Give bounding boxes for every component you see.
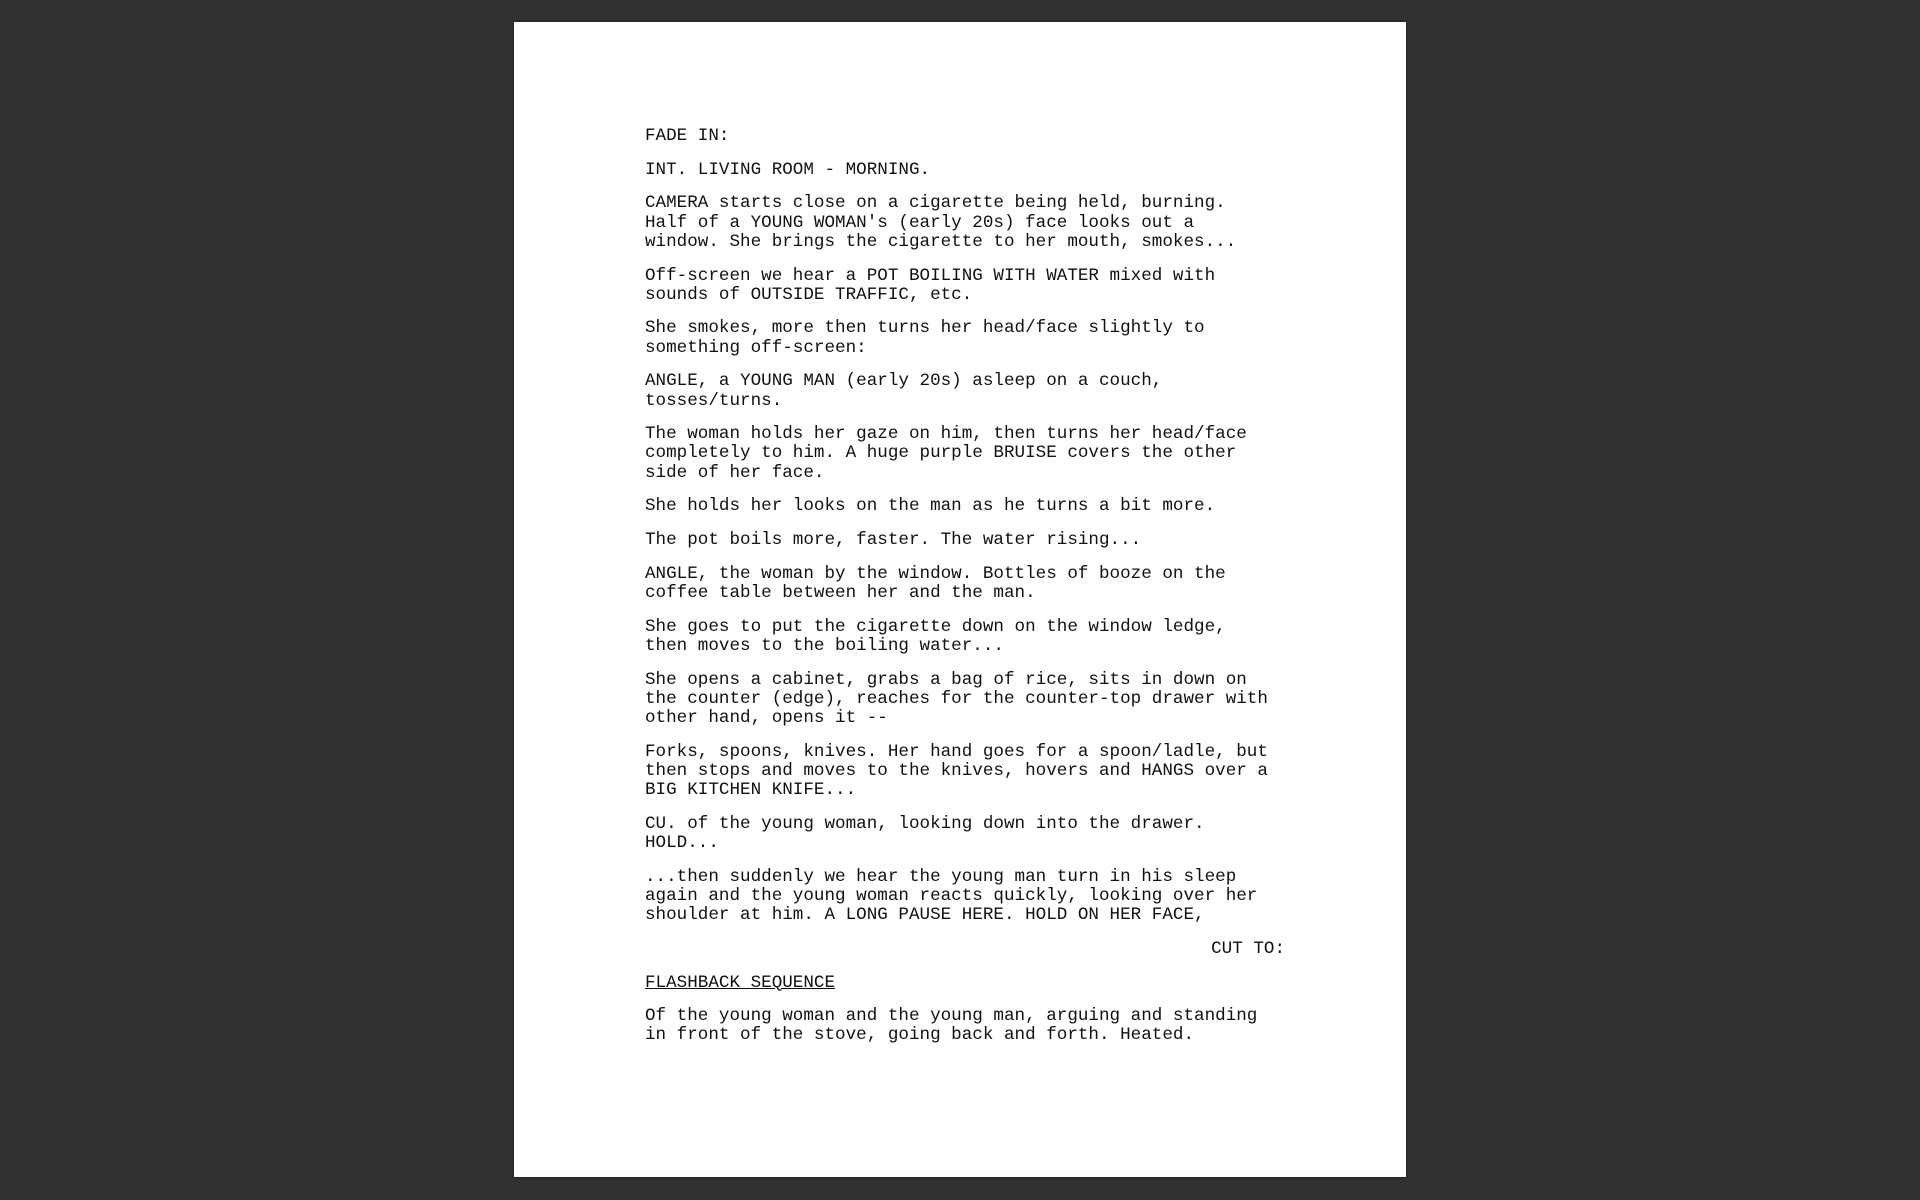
action-paragraph: She goes to put the cigarette down on the window ledge, then moves to the boiling water... <box>645 616 1226 656</box>
sequence-heading <box>645 974 1285 993</box>
script-page <box>514 22 1406 1177</box>
action-paragraph: She holds her looks on the man as he turns a bit more. <box>645 496 1216 517</box>
action-paragraph: The pot boils more, faster. The water rising... <box>645 530 1142 551</box>
action-paragraph: Of the young woman and the young man, arguing and standing in front of the stove, going back and forth. Heated. <box>645 1006 1258 1046</box>
scene-heading: INT. LIVING ROOM - MORNING. <box>645 159 931 180</box>
action-paragraph: Off-screen we hear a POT BOILING WITH WATER mixed with sounds of OUTSIDE TRAFFIC, etc. <box>645 265 1216 305</box>
action-paragraph: She opens a cabinet, grabs a bag of rice, sits in down on the counter (edge), reaches for the counter-top drawer with other hand, opens it -- <box>645 669 1268 728</box>
fade-in: FADE IN: <box>645 126 730 146</box>
action-paragraph: The woman holds her gaze on him, then turns her head/face completely to him. A huge purple BRUISE covers the other side of her face. <box>645 424 1247 483</box>
action-paragraph: ...then suddenly we hear the young man turn in his sleep again and the young woman reacts quickly, looking over her shoulder at him. A LONG PAUSE HERE. HOLD ON HER FACE, <box>645 866 1258 926</box>
action-paragraph: ANGLE, the woman by the window. Bottles of booze on the coffee table between her and the man. <box>645 563 1226 603</box>
action-paragraph: ANGLE, a YOUNG MAN (early 20s) asleep on a couch, tosses/turns. <box>645 371 1163 411</box>
action-paragraph: CU. of the young woman, looking down into the drawer. HOLD... <box>645 813 1205 853</box>
transition-cut-to: CUT TO: <box>1211 938 1285 959</box>
sequence-heading-text: FLASHBACK SEQUENCE <box>645 972 836 993</box>
action-paragraph: CAMERA starts close on a cigarette being held, burning. Half of a YOUNG WOMAN's (early 20s) face looks out a window. She brings the cigarette to her mouth, smokes... <box>645 193 1237 252</box>
action-paragraph: She smokes, more then turns her head/face slightly to something off-screen: <box>645 318 1205 358</box>
action-paragraph: Forks, spoons, knives. Her hand goes for a spoon/ladle, but then stops and moves to the knives, hovers and HANGS over a BIG KITCHEN KNIFE... <box>645 741 1268 801</box>
screenplay-text <box>645 127 1285 1060</box>
